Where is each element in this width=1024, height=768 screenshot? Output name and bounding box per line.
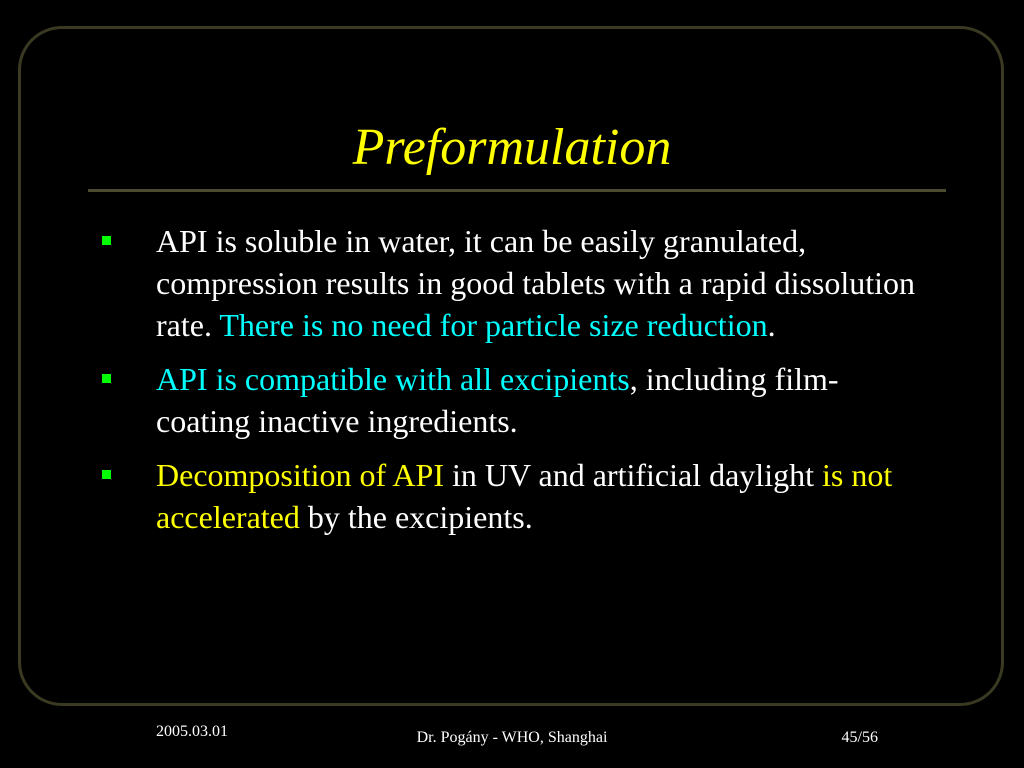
bullet-highlight-text: API is compatible with all excipients bbox=[156, 361, 630, 397]
bullet-item bbox=[92, 454, 932, 538]
bullet-highlight-text: Decomposition of API bbox=[156, 457, 444, 493]
bullet-text: by the excipients. bbox=[299, 499, 533, 535]
title-divider bbox=[88, 189, 946, 192]
bullet-highlight-text: is not accelerated bbox=[156, 457, 893, 535]
footer-author: Dr. Pogány - WHO, Shanghai bbox=[416, 729, 608, 746]
bullet-item bbox=[92, 358, 932, 442]
bullet-highlight-text: There is no need for particle size reduction bbox=[219, 307, 768, 343]
bullet-text: in UV and artificial daylight bbox=[443, 457, 822, 493]
square-bullet-icon bbox=[102, 470, 111, 479]
bullet-text: , including film-coating inactive ingredients. bbox=[156, 361, 839, 439]
square-bullet-icon bbox=[102, 374, 111, 383]
footer-page-number: 45/56 bbox=[841, 729, 878, 746]
slide-title: Preformulation bbox=[352, 119, 672, 176]
footer-date: 2005.03.01 bbox=[156, 723, 228, 740]
bullet-list bbox=[92, 220, 932, 550]
square-bullet-icon bbox=[102, 236, 111, 245]
bullet-text: API is soluble in water, it can be easily granulated, compression results in good tablets with a rapid dissolution rate. bbox=[156, 223, 916, 343]
bullet-text: . bbox=[767, 307, 776, 343]
bullet-item bbox=[92, 220, 932, 346]
